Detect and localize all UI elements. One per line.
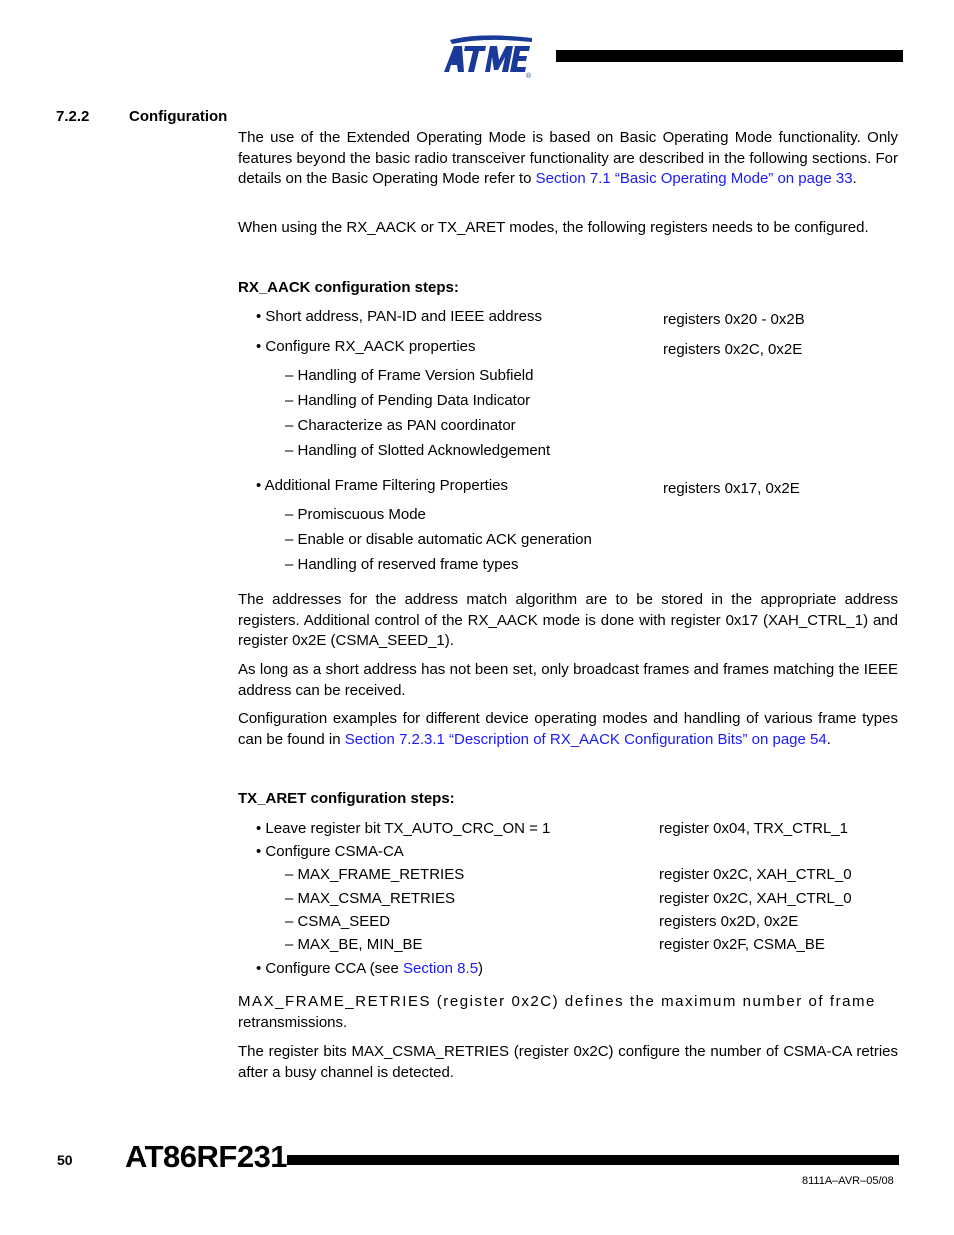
tx-aret-step-csma: • Configure CSMA-CA [256,843,404,860]
config-examples-paragraph: Configuration examples for different device operating modes and handling of various frame types can be found in Section 7.2.3.1 “Description of RX_AACK Configuration Bits” on page 54. [238,710,898,748]
rx-aack-step-filtering-register: registers 0x17, 0x2E [663,480,800,497]
rx-aack-substep: – Handling of Slotted Acknowledgement [285,442,551,459]
tx-aret-step-cca: • Configure CCA (see Section 8.5) [256,960,484,977]
page-number: 50 [57,1152,73,1168]
tx-aret-step-crc: • Leave register bit TX_AUTO_CRC_ON = 1 [256,820,551,837]
rx-aack-substep: – Promiscuous Mode [285,506,426,523]
rx-aack-step-properties: • Configure RX_AACK properties [256,338,476,355]
rx-aack-substep: – Handling of Frame Version Subfield [285,367,534,384]
tx-aret-heading: TX_ARET configuration steps: [238,790,455,807]
rx-aack-step-properties-register: registers 0x2C, 0x2E [663,341,803,358]
section-8-5-link[interactable]: Section 8.5 [402,960,479,977]
atmel-logo [440,34,535,80]
rx-aack-heading: RX_AACK configuration steps: [238,279,459,296]
rx-aack-substep: – Handling of reserved frame types [285,556,519,573]
tx-aret-substep: – MAX_BE, MIN_BE [285,936,423,953]
header-rule [556,50,903,62]
rx-aack-substep: – Characterize as PAN coordinator [285,417,516,434]
section-title: Configuration [129,108,228,125]
tx-aret-substep: – CSMA_SEED [285,913,391,930]
max-frame-retries-paragraph: MAX_FRAME_RETRIES (register 0x2C) defines the maximum number of frame retransmissions. [238,993,876,1031]
rx-aack-step-address-register: registers 0x20 - 0x2B [663,311,805,328]
chip-title: AT86RF231 [125,1139,288,1174]
address-match-paragraph: The addresses for the address match algorithm are to be stored in the appropriate address registers. Additional control of the RX_AACK mode is done with register 0x17 (XAH_CTRL_1) and register 0x2E (CSMA_SEED_1). [238,591,898,649]
tx-aret-substep-register: register 0x2F, CSMA_BE [659,936,825,953]
tx-aret-substep-register: register 0x2C, XAH_CTRL_0 [659,866,852,883]
document-number: 8111A–AVR–05/08 [802,1175,894,1187]
tx-aret-step-crc-register: register 0x04, TRX_CTRL_1 [659,820,848,837]
rx-aack-substep: – Enable or disable automatic ACK generation [285,531,592,548]
tx-aret-substep: – MAX_CSMA_RETRIES [285,890,456,907]
footer-rule [287,1155,899,1165]
tx-aret-substep-register: registers 0x2D, 0x2E [659,913,799,930]
rx-aack-step-filtering: • Additional Frame Filtering Properties [256,477,509,494]
registers-intro-paragraph: When using the RX_AACK or TX_ARET modes, the following registers needs to be configured. [238,219,869,236]
tx-aret-substep-register: register 0x2C, XAH_CTRL_0 [659,890,852,907]
max-csma-retries-paragraph: The register bits MAX_CSMA_RETRIES (register 0x2C) configure the number of CSMA-CA retries after a busy channel is detected. [238,1043,898,1081]
section-number: 7.2.2 [56,108,90,125]
rx-aack-step-address: • Short address, PAN-ID and IEEE address [256,308,542,325]
tx-aret-substep: – MAX_FRAME_RETRIES [285,866,465,883]
intro-paragraph: The use of the Extended Operating Mode is based on Basic Operating Mode functionality. Only features beyond the basic radio transceiver functionality are described in the following sections. For details on the Basic Operating Mode refer to Section 7.1 “Basic Operating Mode” on page 33. [238,129,898,187]
rx-aack-substep: – Handling of Pending Data Indicator [285,392,531,409]
section-7-2-3-1-link[interactable]: Section 7.2.3.1 “Description of RX_AACK Configuration Bits” on page 54 [344,730,827,748]
section-7-1-link[interactable]: Section 7.1 “Basic Operating Mode” on page 33 [535,170,853,187]
atmel-logo-graphic [440,34,535,80]
svg-text:®: ® [526,73,532,80]
short-address-paragraph: As long as a short address has not been set, only broadcast frames and frames matching the IEEE address can be received. [238,661,898,699]
